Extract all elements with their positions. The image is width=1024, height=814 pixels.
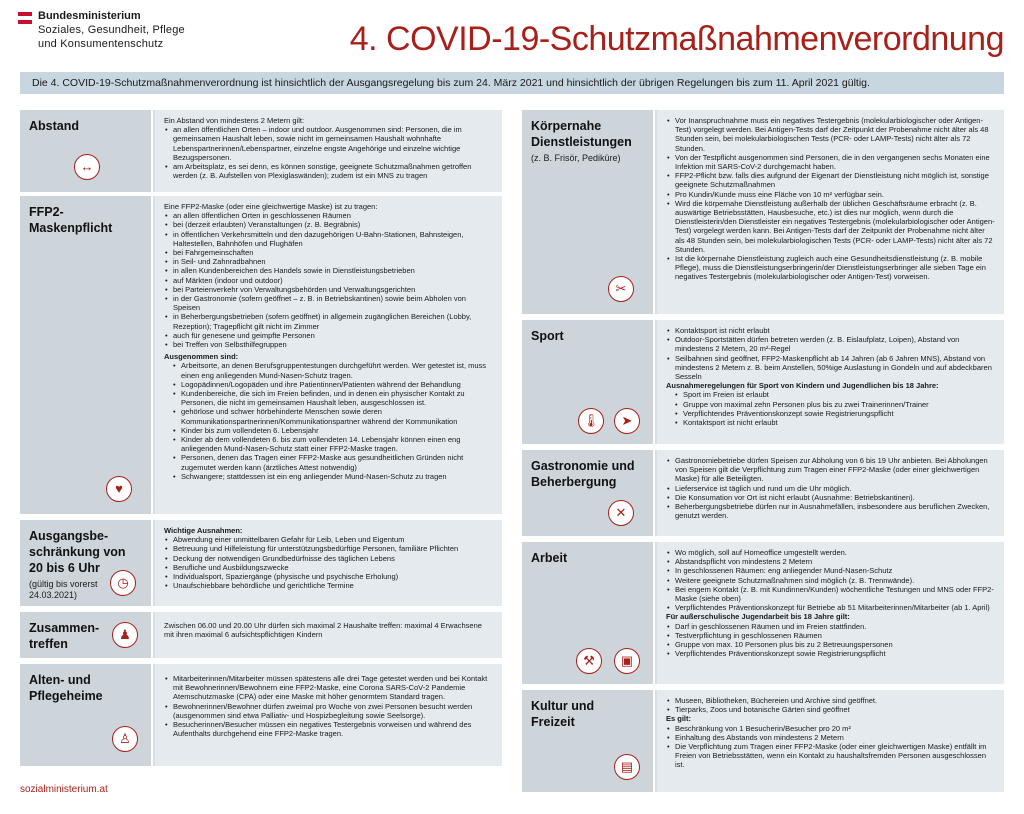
list-item: • Mitarbeiterinnen/Mitarbeiter müssen spätestens alle drei Tage getestet werden und bei Kontakt mit Bewohnerinnen/Bewohnern eine FFP2-Maske, eine Corona SARS-CoV-2 Pandemie Atemschutzmaske (CPA) oder eine Maske mit höher genormtem Standard tragen.	[164, 674, 493, 702]
list-item: • Lieferservice ist täglich und rund um die Uhr möglich.	[666, 484, 995, 493]
list-item: • Deckung der notwendigen Grundbedürfnisse des täglichen Lebens	[164, 554, 493, 563]
section-text	[155, 612, 502, 658]
list-item: • Verpflichtendes Präventionskonzept sowie Registrierungspflicht	[666, 649, 995, 658]
section-zusammentreffen	[20, 612, 502, 658]
list-item: • Abstandspflicht von mindestens 2 Metern	[666, 557, 995, 566]
section-kultur-freizeit	[522, 690, 1004, 792]
section-label	[20, 110, 153, 192]
list-item: • Die Verpflichtung zum Tragen einer FFP2-Maske (oder einer gleichwertigen Maske) entfällt im Freien von Betriebsstätten, wenn ein Kontakt zu haushaltsfremden Personen ausgeschlossen ist.	[666, 742, 995, 770]
kultur-rules-heading: Es gilt:	[666, 714, 692, 724]
list-item: • Personen, denen das Tragen einer FFP2-Maske aus gesundheitlichen Gründen nicht zugemutet werden kann (ärztliches Attest notwendig)	[172, 453, 493, 471]
list-item: • Wo möglich, soll auf Homeoffice umgestellt werden.	[666, 548, 995, 557]
fork-knife-icon: ✕	[608, 500, 634, 526]
list-item: • am Arbeitsplatz, es sei denn, es können sonstige, geeignete Schutzmaßnahmen getroffen werden (z. B. Aufstellen von Plexiglaswänden); zudem ist ein MNS zu tragen	[164, 162, 493, 180]
list-item: • an allen öffentlichen Orten in geschlossenen Räumen	[164, 211, 493, 220]
section-sport	[522, 320, 1004, 444]
tools-icon: ⚒	[576, 648, 602, 674]
list-item: • Outdoor-Sportstätten dürfen betreten werden (z. B. Eislaufplatz, Loipen), Abstand von mindestens 2 Metern, 20 m²-Regel	[666, 335, 995, 353]
section-title: Sport	[531, 329, 564, 343]
section-title: Kultur und Freizeit	[531, 699, 595, 729]
list-item: • Ist die körpernahe Dienstleistung zugleich auch eine Gesundheitsdienstleistung (z. B. mobile Pflege), muss die Dienstleistungserbringerin/der Dienstleistungserbringer alle sieben Tage ein negatives Testergebnis (molekularbiologischer oder Antigen-Test) vorweisen.	[666, 254, 995, 282]
section-label	[20, 520, 153, 606]
list-item: • auf Märkten (indoor und outdoor)	[164, 276, 493, 285]
section-koerpernahe-dienstleistungen	[522, 110, 1004, 314]
section-arbeit	[522, 542, 1004, 684]
footer-website: sozialministerium.at	[20, 784, 108, 795]
list-item: • in der Gastronomie (sofern geöffnet – z. B. in Betriebskantinen) sowie beim Abholen von Speisen	[164, 294, 493, 312]
distance-people-icon: ↔	[74, 154, 100, 180]
org-name-line2: Soziales, Gesundheit, Pflege	[38, 24, 185, 36]
list-item: • Seilbahnen sind geöffnet, FFP2-Maskenpflicht ab 14 Jahren (ab 6 Jahren MNS), Abstand von mindestens 2 Metern z. B. beim Anstellen, 50%ige Auslastung in Gondeln und auf abdeckbaren Sesseln	[666, 354, 995, 382]
list-item: • Die Konsumation vor Ort ist nicht erlaubt (Ausnahme: Betriebskantinen).	[666, 493, 995, 502]
austria-flag-icon	[18, 12, 32, 24]
list-item: • Darf in geschlossenen Räumen und im Freien stattfinden.	[666, 622, 995, 631]
runner-icon: ➤	[614, 408, 640, 434]
section-subtitle: (gültig bis vorerst 24.03.2021)	[29, 579, 98, 600]
list-item: • bei Fahrgemeinschaften	[164, 248, 493, 257]
list-item: • Abwendung einer unmittelbaren Gefahr für Leib, Leben und Eigentum	[164, 535, 493, 544]
scissors-comb-icon: ✂	[608, 276, 634, 302]
list-item: • Gruppe von max. 10 Personen plus bis zu 2 Betreuungspersonen	[666, 640, 995, 649]
section-label	[20, 664, 153, 766]
list-item: • Kinder ab dem vollendeten 6. bis zum vollendeten 14. Lebensjahr können einen eng anliegenden Mund-Nasen-Schutz statt einer FFP2-Maske tragen.	[172, 435, 493, 453]
list-item: • Gruppe von maximal zehn Personen plus bis zu zwei Trainerinnen/Trainer	[674, 400, 995, 409]
section-text	[155, 110, 502, 192]
list-item: • Berufliche und Ausbildungszwecke	[164, 563, 493, 572]
section-abstand	[20, 110, 502, 192]
section-text	[155, 520, 502, 606]
list-item: • Vor Inanspruchnahme muss ein negatives Testergebnis (molekularbiologischer oder Antigen-Test) vorgelegt werden. Bei Antigen-Tests darf der Zeitpunkt der Probenahme nicht älter als 48 Stunden sein, bei molekularbiologischen Tests (PCR- oder LAMP-Tests) nicht älter als 72 Stunden.	[666, 116, 995, 153]
list-item: • bei (derzeit erlaubten) Veranstaltungen (z. B. Begräbnis)	[164, 220, 493, 229]
list-item: • Wird die körpernahe Dienstleistung außerhalb der üblichen Geschäftsräume erbracht (z. B. auswärtige Betriebsstätten, Hausbesuche, etc.) ist dies nur möglich, wenn durch die Dienstleisterin/den Dienstleister ein negatives Testergebnis (molekularbiologischer oder Antigen-Test) vorgelegt werden kann. Bei Antigen-Tests darf der Zeitpunkt der Probenahme nicht älter als 48 Stunden sein, bei molekularbiologischen Tests (PCR- oder LAMP-Tests) nicht älter als 72 Stunden.	[666, 199, 995, 254]
list-item: • Tierparks, Zoos und botanische Gärten sind geöffnet	[666, 705, 995, 714]
section-text	[657, 320, 1004, 444]
youth-work-heading: Für außerschulische Jugendarbeit bis 18 Jahre gilt:	[666, 612, 850, 622]
list-item: • auch für genesene und geimpfte Personen	[164, 331, 493, 340]
list-item: • Bewohnerinnen/Bewohner dürfen zweimal pro Woche von zwei Personen besucht werden (ausgenommen sind etwa Palliativ- und Hospizbegleitung sowie Seelsorge).	[164, 702, 493, 720]
exceptions-heading: Wichtige Ausnahmen:	[164, 526, 243, 535]
org-name-line1: Bundesministerium	[38, 10, 141, 22]
abstand-intro: Ein Abstand von mindestens 2 Metern gilt:	[164, 116, 305, 125]
section-title: Arbeit	[531, 551, 568, 565]
list-item: • Kundenbereiche, die sich im Freien befinden, und in denen ein physischer Kontakt zu Personen, die nicht im gemeinsamen Haushalt leben, ausgeschlossen ist.	[172, 389, 493, 407]
list-item: • Kinder bis zum vollendeten 6. Lebensjahr	[172, 426, 493, 435]
section-label	[522, 690, 655, 792]
section-title: Ausgangsbe- schränkung von 20 bis 6 Uhr	[29, 529, 126, 575]
elderly-person-icon: ♙	[112, 726, 138, 752]
list-item: • in öffentlichen Verkehrsmitteln und den dazugehörigen U-Bahn-Stationen, Bahnsteigen, Haltestellen, Bahnhöfen und Flughäfen	[164, 230, 493, 248]
list-item: • Kontaktsport ist nicht erlaubt	[666, 326, 995, 335]
clock-icon: ◷	[110, 570, 136, 596]
list-item: • Von der Testpflicht ausgenommen sind Personen, die in den vergangenen sechs Monaten eine Infektion mit SARS-CoV-2 durchgemacht haben.	[666, 153, 995, 171]
list-item: • Testverpflichtung in geschlossenen Räumen	[666, 631, 995, 640]
org-name-line3: und Konsumentenschutz	[38, 38, 164, 50]
group-icon: ♟	[112, 622, 138, 648]
list-item: • Beherbergungsbetriebe dürfen nur in Ausnahmefällen, insbesondere aus beruflichen Zwecken, genutzt werden.	[666, 502, 995, 520]
list-item: • In geschlossenen Räumen: eng anliegender Mund-Nasen-Schutz	[666, 566, 995, 575]
section-subtitle: (z. B. Frisör, Pediküre)	[531, 153, 621, 163]
list-item: • Weitere geeignete Schutzmaßnahmen sind möglich (z. B. Trennwände).	[666, 576, 995, 585]
list-item: • Sport im Freien ist erlaubt	[674, 390, 995, 399]
section-title: FFP2- Maskenpflicht	[29, 205, 113, 235]
section-label	[20, 196, 153, 514]
section-text	[657, 110, 1004, 314]
section-text	[155, 196, 502, 514]
section-label	[522, 542, 655, 684]
list-item: • Einhaltung des Abstands von mindestens 2 Metern	[666, 733, 995, 742]
validity-banner: Die 4. COVID-19-Schutzmaßnahmenverordnung ist hinsichtlich der Ausgangsregelung bis zum 24. März 2021 und hinsichtlich der übrigen Regelungen bis zum 11. April 2021 gültig.	[20, 72, 1004, 94]
list-item: • Betreuung und Hilfeleistung für unterstützungsbedürftige Personen, familiäre Pflichten	[164, 544, 493, 553]
section-gastronomie	[522, 450, 1004, 536]
ffp2-intro: Eine FFP2-Maske (oder eine gleichwertige Maske) ist zu tragen:	[164, 202, 378, 211]
section-label	[522, 320, 655, 444]
list-item: • bei Parteienverkehr von Verwaltungsbehörden und Verwaltungsgerichten	[164, 285, 493, 294]
list-item: • Bei engem Kontakt (z. B. mit Kundinnen/Kunden) wöchentliche Testungen und MNS oder FFP2-Maske (siehe oben)	[666, 585, 995, 603]
book-icon: ▤	[614, 754, 640, 780]
section-label	[20, 612, 153, 658]
section-text	[657, 690, 1004, 792]
section-ausgangsbeschraenkung	[20, 520, 502, 606]
list-item: • Kontaktsport ist nicht erlaubt	[674, 418, 995, 427]
list-item: • Pro Kundin/Kunde muss eine Fläche von 10 m² verfügbar sein.	[666, 190, 995, 199]
page-title: 4. COVID-19-Schutzmaßnahmenverordnung	[349, 20, 1004, 58]
thermometer-icon: 🌡	[578, 408, 604, 434]
list-item: • Logopädinnen/Logopäden und ihre Patientinnen/Patienten während der Behandlung	[172, 380, 493, 389]
list-item: • Gastronomiebetriebe dürfen Speisen zur Abholung von 6 bis 19 Uhr anbieten. Bei Abholungen von Speisen gilt die Verpflichtung zum Tragen einer FFP2-Maske (oder einer gleichwertigen Maske) für alle Beteiligten.	[666, 456, 995, 484]
ffp2-mask-icon: ♥	[106, 476, 132, 502]
section-title: Körpernahe Dienstleistungen	[531, 119, 632, 149]
computer-icon: ▣	[614, 648, 640, 674]
section-title: Abstand	[29, 119, 79, 133]
section-title: Alten- und Pflegeheime	[29, 673, 103, 703]
list-item: • Arbeitsorte, an denen Berufsgruppentestungen durchgeführt werden. Wer getestet ist, muss einen eng anliegenden Mund-Nasen-Schutz tragen.	[172, 361, 493, 379]
list-item: • Verpflichtendes Präventionskonzept für Betriebe ab 51 Mitarbeiterinnen/Mitarbeiter (ab 1. April)	[666, 603, 995, 612]
list-item: • bei Treffen von Selbsthilfegruppen	[164, 340, 493, 349]
list-item: • Individualsport, Spaziergänge (physische und psychische Erholung)	[164, 572, 493, 581]
list-item: • Beschränkung von 1 Besucherin/Besucher pro 20 m²	[666, 724, 995, 733]
section-ffp2	[20, 196, 502, 514]
list-item: • in Beherbergungsbetrieben (sofern geöffnet) in allgemein zugänglichen Bereichen (Lobby, Rezeption); Tragepflicht gilt nicht im Zimmer	[164, 312, 493, 330]
sport-youth-heading: Ausnahmeregelungen für Sport von Kindern und Jugendlichen bis 18 Jahre:	[666, 381, 939, 391]
list-item: • Besucherinnen/Besucher müssen ein negatives Testergebnis vorweisen und während des Aufenthalts durchgehend eine FFP2-Maske tragen.	[164, 720, 493, 738]
section-pflegeheime	[20, 664, 502, 766]
section-text	[657, 542, 1004, 684]
list-item: • Unaufschiebbare behördliche und gerichtliche Termine	[164, 581, 493, 590]
section-title: Gastronomie und Beherbergung	[531, 459, 635, 489]
list-item: • gehörlose und schwer hörbehinderte Menschen sowie deren Kommunikationspartnerinnen/Kommunikationspartner während der Kommunikation	[172, 407, 493, 425]
list-item: • in allen Kundenbereichen des Handels sowie in Dienstleistungsbetrieben	[164, 266, 493, 275]
list-item: • Museen, Bibliotheken, Büchereien und Archive sind geöffnet.	[666, 696, 995, 705]
section-label	[522, 450, 655, 536]
section-title: Zusammen- treffen	[29, 621, 100, 651]
section-text	[155, 664, 502, 766]
treffen-text: Zwischen 06.00 und 20.00 Uhr dürfen sich maximal 2 Haushalte treffen: maximal 4 Erwachsene mit ihren maximal 6 aufsichtspflichtigen Kindern	[164, 621, 482, 640]
list-item: • Verpflichtendes Präventionskonzept sowie Registrierungspflicht	[674, 409, 995, 418]
list-item: • in Seil- und Zahnradbahnen	[164, 257, 493, 266]
exceptions-heading: Ausgenommen sind:	[164, 352, 239, 362]
ministry-logo	[18, 10, 218, 60]
list-item: • an allen öffentlichen Orten – indoor und outdoor. Ausgenommen sind: Personen, die im gemeinsamen Haushalt leben, sowie nicht im gemeinsamen Haushalt wohnhafte Lebenspartnerinnen/Lebenspartner, einzelne engste Angehörige und einzelne wichtige Bezugspersonen.	[164, 125, 493, 162]
list-item: • Schwangere; stattdessen ist ein eng anliegender Mund-Nasen-Schutz zu tragen	[172, 472, 493, 481]
section-label	[522, 110, 655, 314]
list-item: • FFP2-Pflicht bzw. falls dies aufgrund der Eigenart der Dienstleistung nicht möglich ist, sonstige geeignete Schutzmaßnahmen	[666, 171, 995, 189]
section-text	[657, 450, 1004, 536]
